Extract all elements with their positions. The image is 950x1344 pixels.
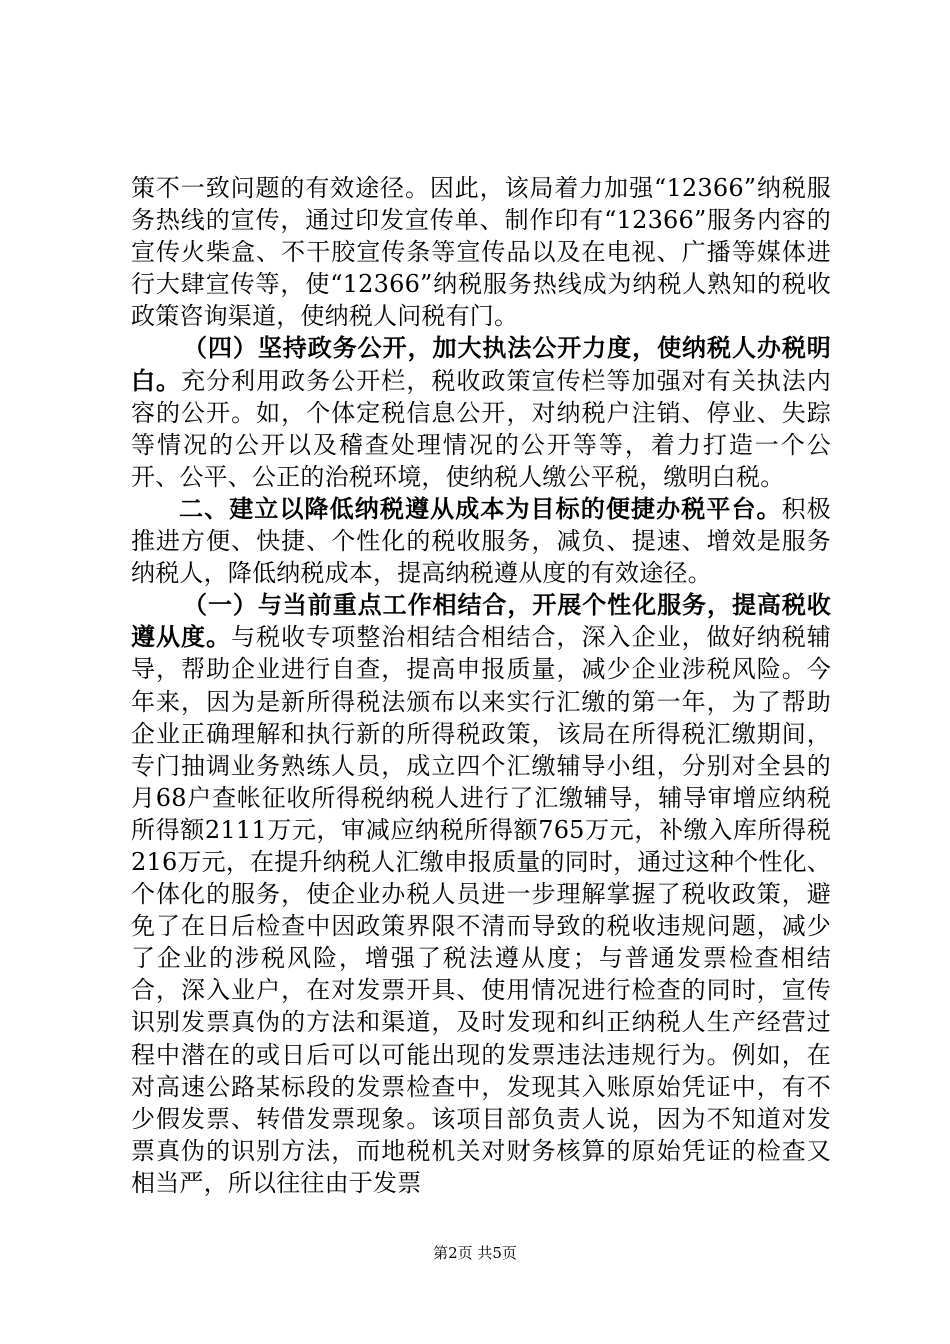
paragraph-1-text: 策不一致问题的有效途径。因此，该局着力加强“12366”纳税服务热线的宣传，通过印发宣传单、制作印有“12366”服务内容的宣传火柴盒、不干胶宣传条等宣传品以及在电视、广播等媒体进行大肆宣传等，使“12366”纳税服务热线成为纳税人熟知的税收政策咨询渠道，使纳税人问税有门。: [131, 174, 831, 331]
paragraph-2-heading: （四）坚持政务公开，加大执法公开力度，使纳税人办税明白。: [131, 333, 831, 395]
page-number-footer: 第2页 共5页: [433, 1244, 517, 1262]
paragraph-3-text: 积极推进方便、快捷、个性化的税收服务，减负、提速、增效是服务纳税人，降低纳税成本，提高纳税遵从度的有效途径。: [131, 494, 831, 588]
paragraph-2-text: 充分利用政务公开栏，税收政策宣传栏等加强对有关执法内容的公开。如，个体定税信息公开，对纳税户注销、停业、失踪等情况的公开以及稽查处理情况的公开等等，着力打造一个公开、公平、公正的治税环境，使纳税人缴公平税，缴明白税。: [131, 366, 831, 491]
paragraph-4-heading: （一）与当前重点工作相结合，开展个性化服务，提高税收遵从度。: [131, 590, 831, 652]
paragraph-3: [131, 493, 831, 589]
paragraph-1: [131, 172, 831, 332]
paragraph-3-heading: 二、建立以降低纳税遵从成本为目标的便捷办税平台。: [179, 493, 782, 523]
paragraph-4-text: 与税收专项整治相结合相结合，深入企业，做好纳税辅导，帮助企业进行自查，提高申报质量，减少企业涉税风险。今年来，因为是新所得税法颁布以来实行汇缴的第一年，为了帮助企业正确理解和执行新的所得税政策，该局在所得税汇缴期间，专门抽调业务熟练人员，成立四个汇缴辅导小组，分别对全县的月68户查帐征收所得税纳税人进行了汇缴辅导，辅导审增应纳税所得额2111万元，审减应纳税所得额765万元，补缴入库所得税216万元，在提升纳税人汇缴申报质量的同时，通过这种个性化、个体化的服务，使企业办税人员进一步理解掌握了税收政策，避免了在日后检查中因政策界限不清而导致的税收违规问题，减少了企业的涉税风险，增强了税法遵从度；与普通发票检查相结合，深入业户，在对发票开具、使用情况进行检查的同时，宣传识别发票真伪的方法和渠道，及时发现和纠正纳税人生产经营过程中潜在的或日后可以可能出现的发票违法违规行为。例如，在对高速公路某标段的发票检查中，发现其入账原始凭证中，有不少假发票、转借发票现象。该项目部负责人说，因为不知道对发票真伪的识别方法，而地税机关对财务核算的原始凭证的检查又相当严，所以往往由于发票: [131, 623, 831, 1197]
paragraph-2: [131, 332, 831, 492]
document-body: [131, 172, 831, 1199]
paragraph-4: [131, 589, 831, 1199]
